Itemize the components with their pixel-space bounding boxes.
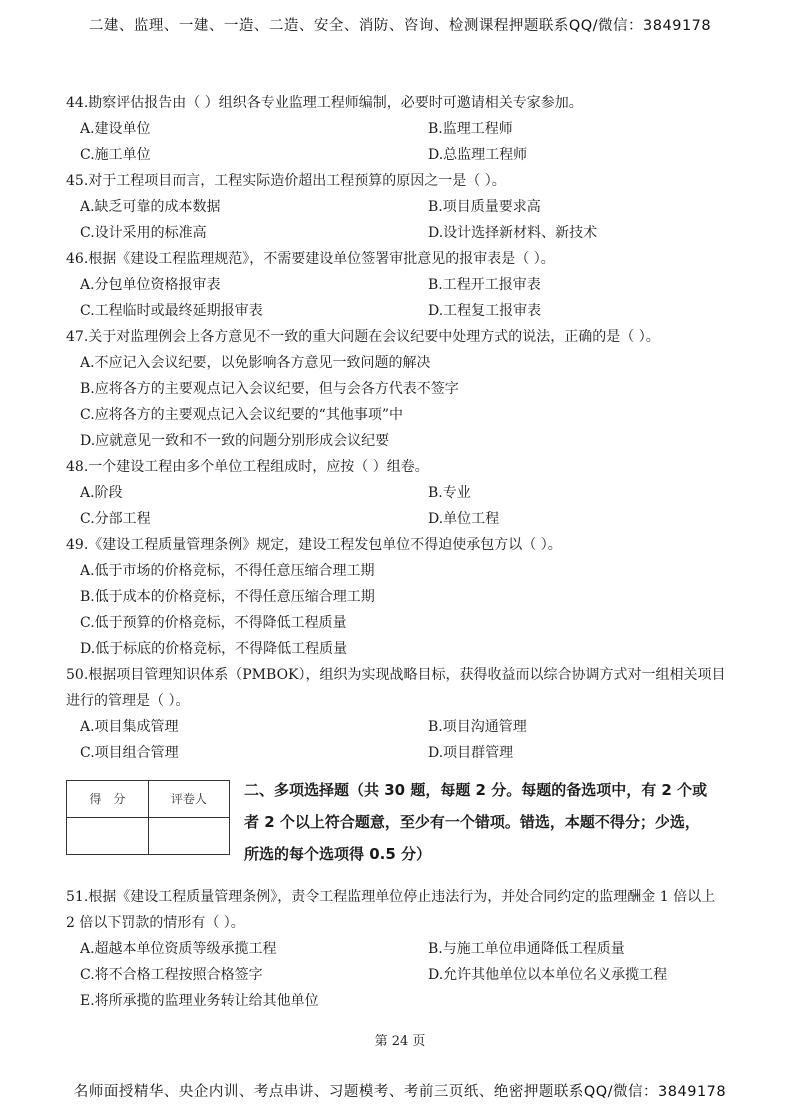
question-stem-line-1: 50.根据项目管理知识体系（PMBOK），组织为实现战略目标，获得收益而以综合协调方式对一组相关项目 xyxy=(66,667,726,683)
question-stem: 44.勘察评估报告由（ ）组织各专业监理工程师编制，必要时可邀请相关专家参加。 xyxy=(66,95,583,111)
option-a: A.缺乏可靠的成本数据 xyxy=(80,199,221,215)
option-c: C.施工单位 xyxy=(80,147,151,163)
option-b: B.项目质量要求高 xyxy=(428,199,541,215)
option-e: E.将所承揽的监理业务转让给其他单位 xyxy=(80,993,319,1009)
page-header: 二建、监理、一建、一造、二造、安全、消防、咨询、检测课程押题联系QQ/微信：3849178 xyxy=(88,18,712,34)
option-a: A.超越本单位资质等级承揽工程 xyxy=(80,941,277,957)
grader-label: 评卷人 xyxy=(148,781,229,818)
question-stem: 46.根据《建设工程监理规范》，不需要建设单位签署审批意见的报审表是（ ）。 xyxy=(66,251,555,267)
option-b: B.与施工单位串通降低工程质量 xyxy=(428,941,625,957)
option-c: C.低于预算的价格竞标，不得降低工程质量 xyxy=(80,615,347,631)
question-stem-line-2: 进行的管理是（ ）。 xyxy=(66,693,190,709)
question-stem-line-1: 51.根据《建设工程质量管理条例》，责令工程监理单位停止违法行为，并处合同约定的监理酬金 1 倍以上 xyxy=(66,889,716,905)
option-d: D.应就意见一致和不一致的问题分别形成会议纪要 xyxy=(80,433,390,449)
option-a: A.分包单位资格报审表 xyxy=(80,277,221,293)
section-title-line-2: 者 2 个以上符合题意，至少有一个错项。错选，本题不得分；少选， xyxy=(244,813,700,831)
section-title-line-1: 二、多项选择题（共 30 题，每题 2 分。每题的备选项中，有 2 个或 xyxy=(244,781,708,799)
option-d: D.单位工程 xyxy=(428,511,500,527)
option-b: B.项目沟通管理 xyxy=(428,719,527,735)
option-b: B.低于成本的价格竞标，不得任意压缩合理工期 xyxy=(80,589,375,605)
option-b: B.应将各方的主要观点记入会议纪要，但与会各方代表不签字 xyxy=(80,381,459,397)
question-stem-line-2: 2 倍以下罚款的情形有（ ）。 xyxy=(66,915,245,931)
question-48 xyxy=(66,454,746,532)
option-a: A.建设单位 xyxy=(80,121,151,137)
section-title-line-3: 所选的每个选项得 0.5 分） xyxy=(244,845,432,863)
page-footer: 名师面授精华、央企内训、考点串讲、习题模考、考前三页纸、绝密押题联系QQ/微信：3849178 xyxy=(73,1084,727,1100)
question-46 xyxy=(66,246,746,324)
option-d: D.工程复工报审表 xyxy=(428,303,542,319)
option-d: D.项目群管理 xyxy=(428,745,514,761)
option-c: C.应将各方的主要观点记入会议纪要的“其他事项”中 xyxy=(80,407,403,423)
question-stem: 47.关于对监理例会上各方意见不一致的重大问题在会议纪要中处理方式的说法，正确的是（ ）。 xyxy=(66,329,660,345)
question-50 xyxy=(66,662,746,766)
option-c: C.将不合格工程按照合格签字 xyxy=(80,967,263,983)
option-c: C.工程临时或最终延期报审表 xyxy=(80,303,263,319)
option-d: D.设计选择新材料、新技术 xyxy=(428,225,598,241)
question-51 xyxy=(66,884,746,1014)
option-c: C.设计采用的标准高 xyxy=(80,225,207,241)
grader-cell xyxy=(148,818,229,855)
option-d: D.允许其他单位以本单位名义承揽工程 xyxy=(428,967,668,983)
option-a: A.不应记入会议纪要，以免影响各方意见一致问题的解决 xyxy=(80,355,431,371)
section-multiple-choice xyxy=(66,774,746,870)
page-number: 第 24 页 xyxy=(374,1034,426,1049)
question-stem: 45.对于工程项目而言，工程实际造价超出工程预算的原因之一是（ ）。 xyxy=(66,173,506,189)
score-label: 得 分 xyxy=(67,781,149,818)
exam-content xyxy=(66,90,746,1014)
question-45 xyxy=(66,168,746,246)
question-44 xyxy=(66,90,746,168)
question-49 xyxy=(66,532,746,662)
option-c: C.项目组合管理 xyxy=(80,745,179,761)
score-table xyxy=(66,780,230,855)
option-b: B.专业 xyxy=(428,485,471,501)
option-b: B.监理工程师 xyxy=(428,121,513,137)
question-stem: 49.《建设工程质量管理条例》规定，建设工程发包单位不得迫使承包方以（ ）。 xyxy=(66,537,562,553)
option-d: D.总监理工程师 xyxy=(428,147,528,163)
question-47 xyxy=(66,324,746,454)
option-a: A.阶段 xyxy=(80,485,123,501)
question-stem: 48.一个建设工程由多个单位工程组成时，应按（ ）组卷。 xyxy=(66,459,429,475)
score-cell xyxy=(67,818,149,855)
option-d: D.低于标底的价格竞标，不得降低工程质量 xyxy=(80,641,348,657)
section-title xyxy=(244,774,746,870)
option-a: A.低于市场的价格竞标，不得任意压缩合理工期 xyxy=(80,563,375,579)
option-a: A.项目集成管理 xyxy=(80,719,179,735)
option-b: B.工程开工报审表 xyxy=(428,277,541,293)
option-c: C.分部工程 xyxy=(80,511,151,527)
